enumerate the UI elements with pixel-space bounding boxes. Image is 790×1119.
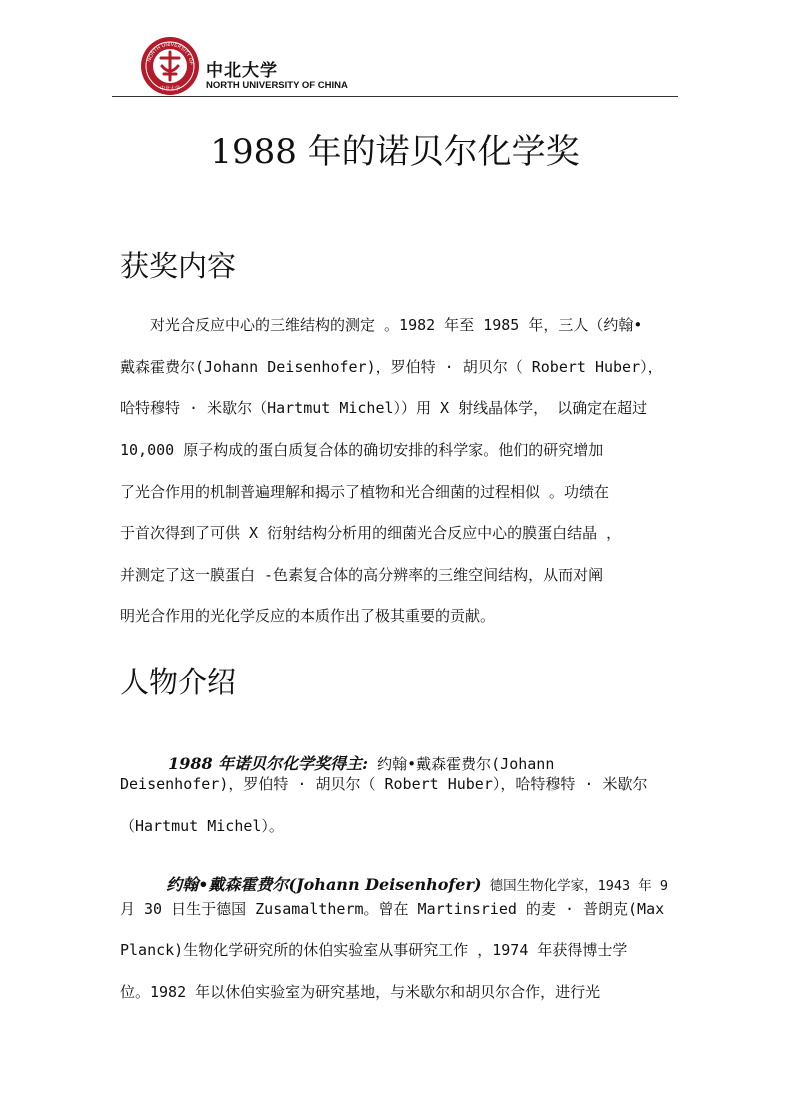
- paragraph-line: Planck)生物化学研究所的休伯实验室从事研究工作 ，1974 年获得博士学: [120, 941, 628, 959]
- paragraph-line: 了光合作用的机制普遍理解和揭示了植物和光合细菌的过程相似 。功绩在: [120, 483, 610, 501]
- paragraph-line: 于首次得到了可供 X 衍射结构分析用的细菌光合反应中心的膜蛋白结晶 ，: [120, 524, 622, 542]
- deisenhofer-line-rest: 德国生物化学家，1943 年 9: [481, 878, 668, 894]
- paragraph-line: 哈特穆特 · 米歇尔（Hartmut Michel））用 X 射线晶体学， 以确定在超过: [120, 399, 648, 417]
- section-heading-people: 人物介绍: [120, 665, 237, 699]
- paragraph-line: 月 30 日生于德国 Zusamaltherm。曾在 Martinsried 的麦 · 普朗克(Max: [120, 900, 665, 918]
- paragraph-line: 对光合反应中心的三维结构的测定 。1982 年至 1985 年，三人（约翰•: [120, 316, 643, 334]
- paragraph-line: 明光合作用的光化学反应的本质作出了极其重要的贡献。: [120, 607, 496, 625]
- laureates-label: 1988 年诺贝尔化学奖得主:: [168, 754, 369, 773]
- paragraph-line: Deisenhofer)，罗伯特 · 胡贝尔（ Robert Huber），哈特穆特 · 米歇尔: [120, 775, 648, 793]
- laureates-line-rest: 约翰•戴森霍费尔(Johann: [368, 755, 555, 773]
- paragraph-line: 位。1982 年以休伯实验室为研究基地，与米歇尔和胡贝尔合作，进行光: [120, 983, 601, 1001]
- university-seal-logo: [140, 36, 200, 96]
- document-header: [112, 36, 678, 98]
- paragraph-line: 戴森霍费尔(Johann Deisenhofer)，罗伯特 · 胡贝尔（ Robert Huber），: [120, 358, 663, 376]
- paragraph-line: [150, 856, 668, 895]
- page-title: 1988 年的诺贝尔化学奖: [210, 132, 580, 172]
- seal-script: 中北大学: [159, 86, 181, 92]
- section-heading-award-content: 获奖内容: [120, 249, 237, 283]
- seal-text: NORTH UNIVERSITY OF: [146, 41, 195, 66]
- paragraph-line: 10,000 原子构成的蛋白质复合体的确切安排的科学家。他们的研究增加: [120, 441, 604, 459]
- header-divider: [112, 96, 678, 97]
- paragraph-line: [150, 733, 554, 774]
- deisenhofer-label: 约翰•戴森霍费尔(Johann Deisenhofer): [166, 875, 482, 894]
- paragraph-line: （Hartmut Michel）。: [120, 817, 284, 835]
- university-name-cn: 中北大学: [206, 61, 278, 81]
- paragraph-line: 并测定了这一膜蛋白 -色素复合体的高分辨率的三维空间结构，从而对阐: [120, 566, 604, 584]
- university-name-en: NORTH UNIVERSITY OF CHINA: [206, 80, 348, 91]
